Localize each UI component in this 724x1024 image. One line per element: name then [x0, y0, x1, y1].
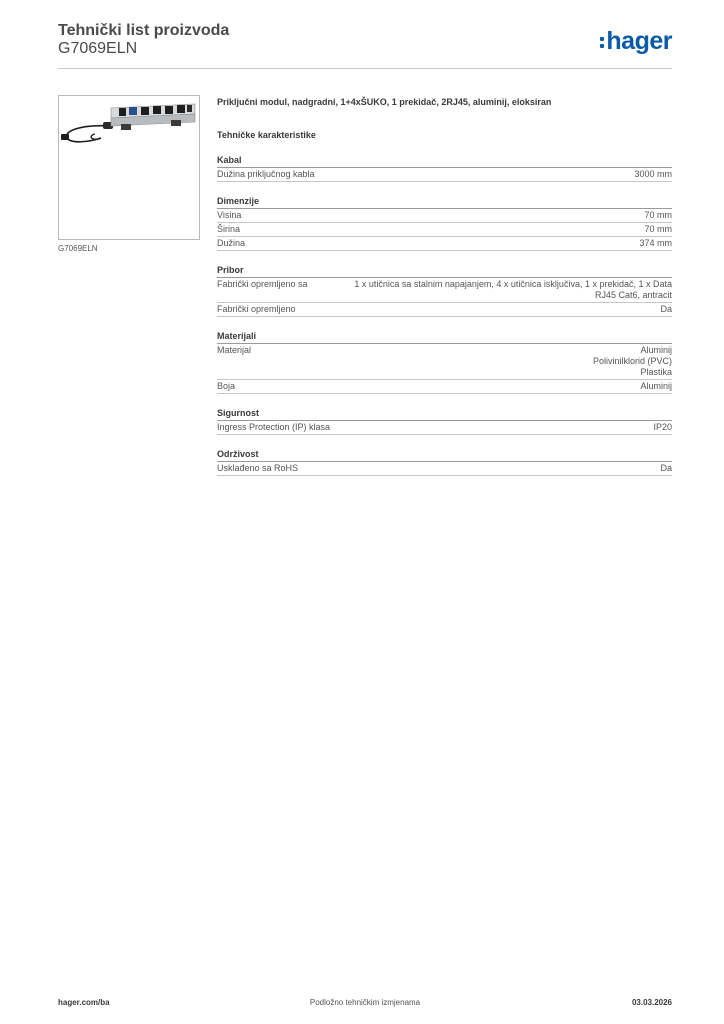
spec-row — [217, 421, 672, 435]
footer-website-link[interactable]: hager.com/ba — [58, 998, 110, 1007]
header-divider — [58, 68, 672, 69]
spec-row — [217, 344, 672, 380]
spec-row — [217, 303, 672, 317]
group-kabal — [217, 155, 672, 182]
spec-value: Aluminij Polivinilklorid (PVC) Plastika — [592, 345, 672, 377]
document-title: Tehnički list proizvoda — [58, 22, 230, 39]
group-title: Materijali — [217, 331, 672, 344]
group-materijali — [217, 331, 672, 394]
spec-value: Da — [660, 463, 672, 473]
spec-row — [217, 209, 672, 223]
spec-value: Da — [660, 304, 672, 314]
group-title: Dimenzije — [217, 196, 672, 209]
specs-content — [217, 96, 672, 476]
spec-value: 3000 mm — [634, 169, 672, 179]
spec-row — [217, 278, 672, 303]
product-description: Priključni modul, nadgradni, 1+4xŠUKO, 1 prekidač, 2RJ45, aluminij, eloksiran — [217, 97, 552, 107]
product-code: G7069ELN — [58, 40, 138, 57]
spec-value: 70 mm — [644, 210, 672, 220]
spec-label: Dužina priključnog kabla — [217, 169, 315, 179]
group-title: Pribor — [217, 265, 672, 278]
logo-dots-icon — [600, 37, 604, 48]
footer-date: 03.03.2026 — [631, 998, 672, 1007]
spec-value: 1 x utičnica sa stalnim napajanjem, 4 x utičnica isključiva, 1 x prekidač, 1 x Data RJ45 Cat6, antracit — [354, 279, 672, 300]
image-caption: G7069ELN — [58, 244, 98, 253]
spec-label: Dužina — [217, 238, 246, 248]
spec-label: Materijal — [217, 345, 252, 355]
spec-label: Fabrički opremljeno — [217, 304, 296, 314]
spec-value: 70 mm — [644, 224, 672, 234]
power-strip-icon — [59, 96, 199, 239]
section-heading: Tehničke karakteristike — [217, 130, 316, 140]
spec-label: Visina — [217, 210, 242, 220]
spec-label: Ingress Protection (IP) klasa — [217, 422, 331, 432]
page-header — [58, 22, 672, 68]
group-odrzivost — [217, 449, 672, 476]
product-image — [58, 95, 200, 240]
spec-label: Fabrički opremljeno sa — [217, 279, 308, 289]
footer-notice: Podložno tehničkim izmjenama — [309, 998, 421, 1007]
spec-label: Usklađeno sa RoHS — [217, 463, 299, 473]
spec-label: Boja — [217, 381, 236, 391]
spec-row — [217, 168, 672, 182]
hager-logo — [600, 28, 672, 54]
group-dimenzije — [217, 196, 672, 251]
spec-row — [217, 223, 672, 237]
group-pribor — [217, 265, 672, 317]
spec-value: 374 mm — [639, 238, 672, 248]
spec-label: Širina — [217, 224, 241, 234]
spec-row — [217, 237, 672, 251]
group-title: Sigurnost — [217, 408, 672, 421]
group-title: Održivost — [217, 449, 672, 462]
spec-row — [217, 462, 672, 476]
group-title: Kabal — [217, 155, 672, 168]
logo-text: hager — [606, 27, 672, 55]
group-sigurnost — [217, 408, 672, 435]
spec-value: Aluminij — [640, 381, 672, 391]
spec-row — [217, 380, 672, 394]
spec-value: IP20 — [653, 422, 672, 432]
